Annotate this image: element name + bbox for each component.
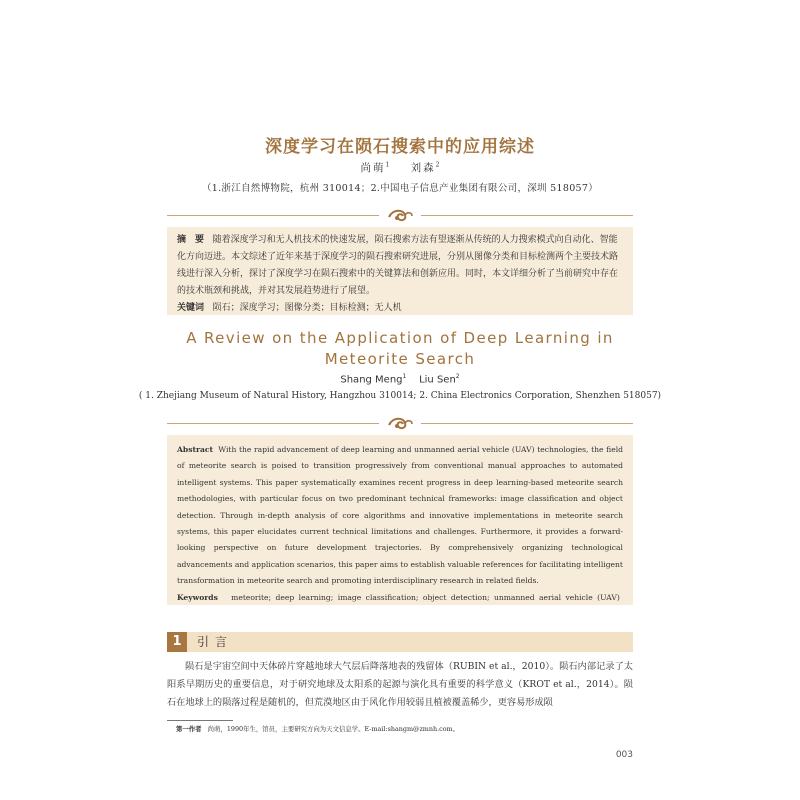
cn-abstract-box [167,227,633,315]
cn-keywords-text: 陨石；深度学习；图像分类；目标检测；无人机 [212,303,402,313]
en-keywords [177,590,623,606]
divider-line-left [167,215,379,216]
swirl-ornament-icon [385,205,415,225]
page-number: 003 [615,750,633,760]
cn-keywords-label: 关键词 [177,303,205,313]
en-author-1-sup: 1 [402,373,407,380]
section-heading [167,632,633,652]
cn-abstract-text: 随着深度学习和无人机技术的快速发展，陨石搜索方法有望逐渐从传统的人力搜索模式向自动化、智能化方向迈进。本文综述了近年来基于深度学习的陨石搜索研究进展，分别从图像分类和目标检测两个主要技术路线进行深入分析，探讨了深度学习在陨石搜索中的关键算法和创新应用。同时，本文详细分析了当前研究中存在的技术瓶颈和挑战，并对其发展趋势进行了展望。 [177,235,619,296]
en-author-1: Shang Meng [340,374,403,386]
en-keywords-label: Keywords [177,592,218,602]
body-text [167,658,633,713]
cn-author-2-sup: 2 [435,161,440,169]
footnote-label: 第一作者 [176,725,202,733]
section-number: 1 [167,632,187,652]
divider-line-left [167,423,379,424]
en-title [0,328,800,370]
en-keywords-text: meteorite; deep learning; image classification; object detection; unmanned aerial vehicle (UAV) [231,592,620,602]
footnote-text: 尚萌，1990年生，馆员，主要研究方向为天文信息学。E-mail:shangm@zmnh.com。 [207,725,460,733]
divider-line-right [421,215,633,216]
en-author-2: Liu Sen [419,374,456,386]
footnote-rule [167,720,233,721]
en-affiliation: ( 1. Zhejiang Museum of Natural History, Hangzhou 310014; 2. China Electronics Corporation, Shenzhen 518057) [138,391,662,401]
cn-title: 深度学习在陨石搜索中的应用综述 [265,137,535,157]
en-abstract-text: With the rapid advancement of deep learning and unmanned aerial vehicle (UAV) technologies, the field of meteorite search is poised to transition progressively from conventional manual approaches to automated intelligent systems. This paper systematically examines recent progress in deep learning-based meteorite search methodologies, with particular focus on two predominant technical frameworks: image classification and object detection. Through in-depth analysis of core algorithms and innovative implementations in meteorite search systems, this paper elucidates current technical limitations and challenges. Furthermore, it provides a forward-looking perspective on future development trajectories. By comprehensively organizing technological advancements and application scenarios, this paper aims to establish valuable references for facilitating intelligent transformation in meteorite search and promoting interdisciplinary research in related fields. [177,445,623,586]
body-paragraph: 陨石是宇宙空间中天体碎片穿越地球大气层后降落地表的残留体（RUBIN et al.，2010）。陨石内部记录了太阳系早期历史的重要信息，对于研究地球及太阳系的起源与演化具有重要的科学意义（KROT et al.，2014）。陨石在地球上的陨落过程是随机的，但荒漠地区由于风化作用较弱且植被覆盖稀少，更容易形成陨 [167,661,633,709]
en-authors [0,373,800,385]
cn-authors [0,160,800,175]
swirl-ornament-icon [385,413,415,433]
cn-author-2: 刘森 [410,162,436,174]
section-divider [167,205,633,227]
cn-abstract [177,232,623,300]
en-abstract [177,442,623,590]
cn-author-1: 尚萌 [360,162,386,174]
section-title: 引言 [197,635,234,649]
cn-affiliation: （1.浙江自然博物院，杭州 310014；2.中国电子信息产业集团有限公司，深圳 518057） [201,183,599,194]
cn-author-1-sup: 1 [385,161,390,169]
en-abstract-box [167,435,633,605]
cn-abstract-label: 摘 要 [177,235,205,245]
en-title-line-1: A Review on the Application of Deep Learning in [186,329,614,347]
cn-keywords [177,300,623,317]
en-title-line-2: Meteorite Search [324,350,476,368]
divider-line-right [421,423,633,424]
en-author-2-sup: 2 [455,373,460,380]
en-abstract-label: Abstract [177,445,214,454]
footnote [176,724,633,733]
section-divider [167,413,633,435]
